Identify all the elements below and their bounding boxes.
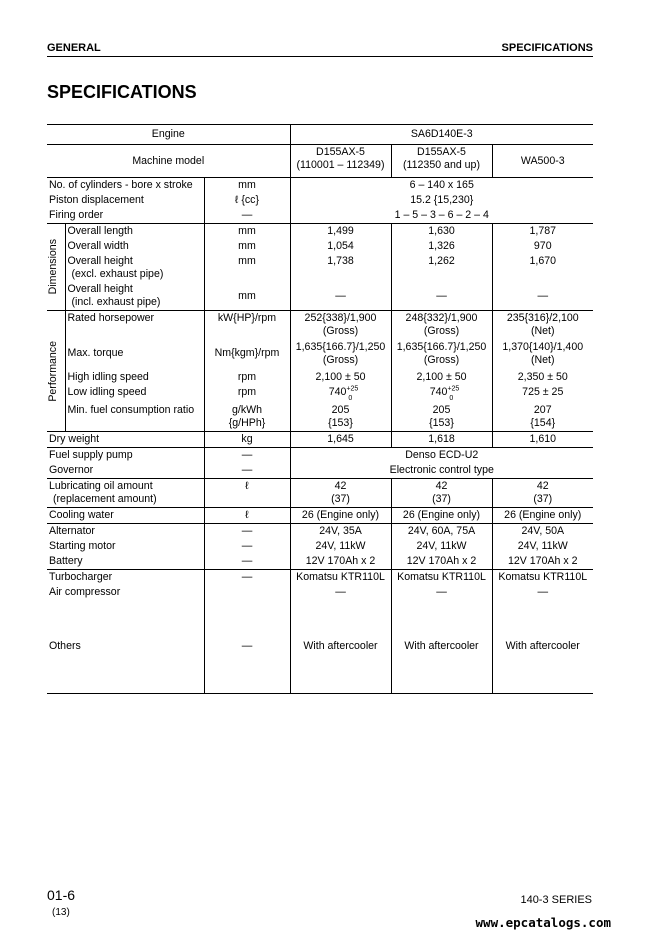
starter-label: Starting motor bbox=[47, 539, 204, 554]
perf-value: 2,100 ± 50 bbox=[290, 368, 391, 385]
battery-value: 12V 170Ah x 2 bbox=[290, 554, 391, 570]
model-3: WA500-3 bbox=[492, 145, 593, 178]
cooling-water-row bbox=[47, 508, 593, 524]
dim-value: — bbox=[290, 282, 391, 311]
perf-value: 1,635{166.7}/1,250 (Gross) bbox=[290, 339, 391, 368]
perf-unit: rpm bbox=[204, 368, 290, 385]
header-section-left: GENERAL bbox=[47, 42, 101, 54]
starter-value: 24V, 11kW bbox=[391, 539, 492, 554]
low-idling-row bbox=[47, 385, 593, 401]
cylinders-value: 6 – 140 x 165 bbox=[409, 179, 474, 191]
governor-label: Governor bbox=[47, 463, 204, 479]
perf-value: 2,350 ± 50 bbox=[517, 371, 568, 383]
dim-unit: mm bbox=[204, 224, 290, 240]
lube-label: Lubricating oil amount (replacement amount) bbox=[47, 479, 204, 508]
perf-label: Max. torque bbox=[65, 339, 204, 368]
perf-value: 1,635{166.7}/1,250 (Gross) bbox=[391, 339, 492, 368]
perf-value: 725 ± 25 bbox=[522, 386, 564, 398]
starter-unit: — bbox=[204, 539, 290, 554]
dim-width-row bbox=[47, 239, 593, 254]
page-number: 01-6 bbox=[47, 887, 76, 903]
engine-value: SA6D140E-3 bbox=[290, 125, 593, 145]
alternator-label: Alternator bbox=[47, 524, 204, 540]
dim-label: Overall length bbox=[65, 224, 204, 240]
perf-value: 248{332}/1,900 (Gross) bbox=[391, 311, 492, 340]
fuel-pump-unit: — bbox=[204, 448, 290, 464]
aircomp-label: Air compressor bbox=[47, 585, 204, 600]
cylinders-label: No. of cylinders - bore x stroke bbox=[47, 178, 204, 194]
aircomp-value: — bbox=[537, 586, 549, 598]
turbo-label: Turbocharger bbox=[47, 570, 204, 586]
governor-unit: — bbox=[204, 463, 290, 479]
turbo-unit: — bbox=[204, 570, 290, 586]
rated-horsepower-row bbox=[47, 311, 593, 340]
specifications-table bbox=[47, 124, 593, 694]
lube-value: 42 (37) bbox=[290, 479, 391, 508]
others-row bbox=[47, 600, 593, 694]
turbo-value: Komatsu KTR110L bbox=[498, 571, 588, 583]
dry-weight-value: 1,618 bbox=[391, 432, 492, 448]
cylinders-unit: mm bbox=[204, 178, 290, 194]
perf-label: High idling speed bbox=[65, 368, 204, 385]
dim-label: Overall width bbox=[65, 239, 204, 254]
dim-value: 1,630 bbox=[391, 224, 492, 240]
perf-unit: kW{HP}/rpm bbox=[204, 311, 290, 340]
alternator-value: 24V, 60A, 75A bbox=[391, 524, 492, 540]
dim-value: 1,787 bbox=[529, 225, 557, 237]
perf-label: Min. fuel consumption ratio bbox=[65, 401, 204, 432]
dim-value: — bbox=[492, 282, 593, 311]
perf-value: 235{316}/2,100 (Net) bbox=[506, 312, 579, 337]
dim-value: 1,326 bbox=[391, 239, 492, 254]
governor-row bbox=[47, 463, 593, 479]
max-torque-row bbox=[47, 339, 593, 368]
perf-label: Low idling speed bbox=[65, 385, 204, 401]
high-idling-row bbox=[47, 368, 593, 385]
air-compressor-row bbox=[47, 585, 593, 600]
cooling-value: 26 (Engine only) bbox=[492, 508, 593, 524]
series-label: 140-3 SERIES bbox=[520, 894, 592, 906]
lube-value: 42 (37) bbox=[391, 479, 492, 508]
cooling-value: 26 (Engine only) bbox=[391, 508, 492, 524]
battery-label: Battery bbox=[47, 554, 204, 570]
dry-weight-value: 1,610 bbox=[492, 432, 593, 448]
others-value: With aftercooler bbox=[492, 600, 593, 694]
perf-value: $740^{+25}_0$ bbox=[391, 385, 492, 401]
alternator-value: 24V, 35A bbox=[290, 524, 391, 540]
battery-value: 12V 170Ah x 2 bbox=[391, 554, 492, 570]
perf-value: 207 {154} bbox=[492, 401, 593, 432]
perf-value: 205 {153} bbox=[391, 401, 492, 432]
fuel-pump-value: Denso ECD-U2 bbox=[405, 449, 479, 461]
displacement-row bbox=[47, 193, 593, 208]
alternator-unit: — bbox=[204, 524, 290, 540]
aircomp-value: — bbox=[391, 585, 492, 600]
others-unit: — bbox=[204, 600, 290, 694]
machine-model-row bbox=[47, 145, 593, 178]
cooling-value: 26 (Engine only) bbox=[290, 508, 391, 524]
alternator-value: 24V, 50A bbox=[521, 525, 565, 537]
dry-weight-value: 1,645 bbox=[290, 432, 391, 448]
perf-unit: rpm bbox=[204, 385, 290, 401]
dimensions-group: Dimensions bbox=[47, 224, 65, 311]
dim-value: 1,054 bbox=[290, 239, 391, 254]
alternator-row bbox=[47, 524, 593, 540]
page-revision: (13) bbox=[52, 907, 70, 918]
perf-value: 252{338}/1,900 (Gross) bbox=[290, 311, 391, 340]
firing-value: 1 – 5 – 3 – 6 – 2 – 4 bbox=[290, 208, 593, 224]
dim-label: Overall height (excl. exhaust pipe) bbox=[65, 254, 204, 282]
battery-unit: — bbox=[204, 554, 290, 570]
displacement-label: Piston displacement bbox=[47, 193, 204, 208]
starting-motor-row bbox=[47, 539, 593, 554]
perf-unit: g/kWh {g/HPh} bbox=[204, 401, 290, 432]
machine-model-label: Machine model bbox=[47, 145, 290, 178]
model-1: D155AX-5 (110001 – 112349) bbox=[290, 145, 391, 178]
displacement-value: 15.2 {15,230} bbox=[410, 194, 474, 206]
fuel-consumption-row bbox=[47, 401, 593, 432]
perf-unit: Nm{kgm}/rpm bbox=[204, 339, 290, 368]
firing-label: Firing order bbox=[47, 208, 204, 224]
watermark-link[interactable]: www.epcatalogs.com bbox=[475, 915, 611, 930]
dim-value: 1,670 bbox=[529, 255, 557, 267]
perf-value: 205 {153} bbox=[290, 401, 391, 432]
cooling-unit: ℓ bbox=[204, 508, 290, 524]
governor-value: Electronic control type bbox=[290, 463, 593, 479]
others-label: Others bbox=[47, 600, 204, 694]
dim-unit: mm bbox=[204, 239, 290, 254]
page-title: SPECIFICATIONS bbox=[47, 82, 197, 102]
performance-group: Performance bbox=[47, 311, 65, 432]
lube-oil-row bbox=[47, 479, 593, 508]
engine-label: Engine bbox=[47, 125, 290, 145]
firing-unit: — bbox=[204, 208, 290, 224]
perf-value: $740^{+25}_0$ bbox=[290, 385, 391, 401]
firing-order-row bbox=[47, 208, 593, 224]
dry-weight-row bbox=[47, 432, 593, 448]
dim-value: 1,262 bbox=[391, 254, 492, 282]
starter-value: 24V, 11kW bbox=[290, 539, 391, 554]
displacement-unit: ℓ {cc} bbox=[204, 193, 290, 208]
dim-value: 1,738 bbox=[290, 254, 391, 282]
perf-label: Rated horsepower bbox=[65, 311, 204, 340]
cylinders-row bbox=[47, 178, 593, 194]
starter-value: 24V, 11kW bbox=[517, 540, 568, 552]
aircomp-value: — bbox=[290, 585, 391, 600]
dim-label: Overall height (incl. exhaust pipe) bbox=[65, 282, 204, 311]
lube-value: 42 (37) bbox=[492, 479, 593, 508]
dim-value: — bbox=[391, 282, 492, 311]
dry-weight-unit: kg bbox=[204, 432, 290, 448]
battery-row bbox=[47, 554, 593, 570]
others-value: With aftercooler bbox=[290, 600, 391, 694]
turbo-value: Komatsu KTR110L bbox=[290, 570, 391, 586]
dim-unit: mm bbox=[204, 282, 290, 311]
dim-height-incl-row bbox=[47, 282, 593, 311]
dry-weight-label: Dry weight bbox=[47, 432, 204, 448]
model-2: D155AX-5 (112350 and up) bbox=[391, 145, 492, 178]
lube-unit: ℓ bbox=[204, 479, 290, 508]
dim-value: 1,499 bbox=[290, 224, 391, 240]
cooling-label: Cooling water bbox=[47, 508, 204, 524]
perf-value: 1,370{140}/1,400 (Net) bbox=[502, 341, 584, 366]
header-section-right: SPECIFICATIONS bbox=[501, 42, 593, 54]
dim-value: 970 bbox=[533, 240, 552, 252]
turbocharger-row bbox=[47, 570, 593, 586]
header-rule bbox=[47, 56, 593, 57]
dim-height-excl-row bbox=[47, 254, 593, 282]
turbo-value: Komatsu KTR110L bbox=[391, 570, 492, 586]
engine-row bbox=[47, 125, 593, 145]
fuel-pump-label: Fuel supply pump bbox=[47, 448, 204, 464]
dim-unit: mm bbox=[204, 254, 290, 282]
perf-value: 2,100 ± 50 bbox=[391, 368, 492, 385]
dim-length-row bbox=[47, 224, 593, 240]
fuel-pump-row bbox=[47, 448, 593, 464]
battery-value: 12V 170Ah x 2 bbox=[492, 554, 593, 570]
others-value: With aftercooler bbox=[391, 600, 492, 694]
